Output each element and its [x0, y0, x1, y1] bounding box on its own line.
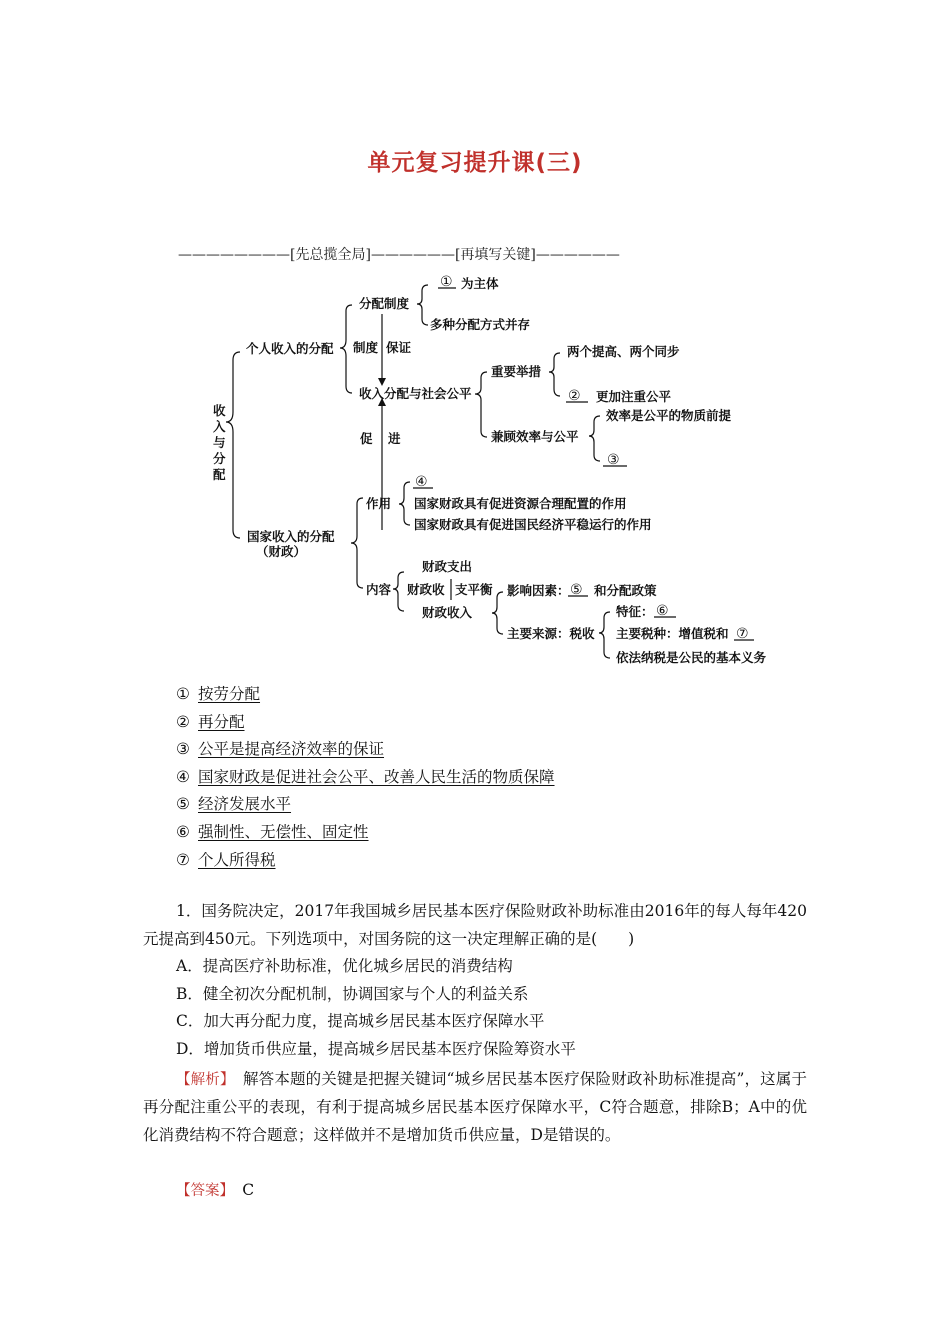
node-efficiency-basis: 效率是公平的物质前提: [606, 408, 732, 423]
answer-number: ②: [176, 712, 190, 731]
answer-key-item: [176, 681, 555, 709]
answer-key-item: [176, 847, 555, 875]
separator-dashes: ————————: [178, 247, 290, 263]
node-promote: 进: [388, 431, 401, 446]
answer-text: 按劳分配: [198, 685, 261, 703]
node-key-measures: 重要举措: [491, 364, 542, 379]
root-char: 收: [213, 403, 226, 418]
node-main-source: 主要来源：税收: [507, 626, 595, 641]
answer-text: 个人所得税: [198, 850, 276, 869]
node-two-raises: 两个提高、两个同步: [567, 344, 680, 359]
section-heading-overview: [先总揽全局]: [290, 247, 371, 263]
node-role-stability: 国家财政具有促进国民经济平稳运行的作用: [414, 517, 652, 532]
analysis-tag: 【解析】: [176, 1071, 228, 1088]
option-c: C．加大再分配力度，提高城乡居民基本医疗保障水平: [176, 1012, 545, 1031]
blank-4: ④: [415, 474, 428, 490]
content-brace: [393, 572, 404, 611]
role-brace: [399, 482, 410, 525]
blank-5: ⑤: [570, 582, 583, 598]
tax-brace: [599, 612, 610, 658]
separator-dashes: ——————: [370, 247, 455, 263]
node-feature: 特征：: [616, 604, 654, 619]
answer-value: [227, 1181, 254, 1199]
personal-brace: [340, 305, 352, 393]
blank-3: ③: [607, 452, 620, 468]
national-brace: [351, 498, 363, 588]
node-personal-distribution: 个人收入的分配: [246, 341, 334, 356]
node-role-allocation: 国家财政具有促进资源合理配置的作用: [414, 496, 627, 511]
node-role: 作用: [366, 496, 392, 511]
option-b: B．健全初次分配机制，协调国家与个人的利益关系: [176, 984, 529, 1003]
measures-brace: [549, 353, 560, 396]
node-distribution-policy: 和分配政策: [594, 583, 657, 598]
answer-letter: C: [242, 1181, 255, 1199]
answer-text: 国家财政是促进社会公平、改善人民生活的物质保障: [198, 767, 555, 786]
fair-brace: [475, 372, 487, 437]
root-brace: [226, 352, 240, 538]
answer-number: ①: [176, 685, 190, 703]
answer-tag: 【答案】: [176, 1183, 227, 1199]
node-promote: 促: [360, 431, 373, 446]
node-tax-duty: 依法纳税是公民的基本义务: [616, 650, 767, 665]
node-national-distribution: 国家收入的分配: [247, 529, 335, 544]
root-char: 与: [213, 435, 226, 450]
blank-6: ⑥: [656, 603, 669, 619]
answer-key-list: [176, 681, 555, 874]
arrow-head-down: [378, 378, 386, 386]
root-char: 配: [213, 467, 226, 482]
node-main-body: 为主体: [461, 276, 499, 291]
revenue-brace: [492, 592, 503, 634]
answer-text: 公平是提高经济效率的保证: [198, 740, 385, 759]
analysis-paragraph: [143, 1066, 807, 1150]
root-char: 分: [213, 451, 226, 466]
option-d: D．增加货币供应量，提高城乡居民基本医疗保险筹资水平: [176, 1039, 576, 1058]
page-title: 单元复习提升课(三): [367, 150, 583, 176]
separator-dashes: ——————: [535, 247, 620, 263]
answer-text: 强制性、无偿性、固定性: [198, 822, 369, 841]
answer-number: ⑦: [176, 850, 190, 869]
answer-number: ⑥: [176, 822, 190, 841]
node-main-taxes: 主要税种：增值税和: [616, 626, 729, 641]
analysis-text: 解答本题的关键是把握关键词“城乡居民基本医疗保险财政补助标准提高”，这属于再分配注重公平的表现，有利于提高城乡居民基本医疗保障水平，C符合题意，排除B；A中的优化消费结构不符合题意；这样做并不是增加货币供应量，D是错误的。: [143, 1069, 807, 1144]
node-multiple-forms: 多种分配方式并存: [430, 317, 531, 332]
blank-1: ①: [440, 274, 453, 290]
answer-key-item: [176, 736, 555, 764]
node-expenditure: 财政支出: [422, 559, 473, 574]
answer-line: [176, 1178, 254, 1200]
node-public-finance: （财政）: [256, 544, 307, 559]
node-guarantee: 保证: [386, 340, 412, 355]
node-income-fairness: 收入分配与社会公平: [359, 386, 472, 401]
answer-number: ④: [176, 767, 190, 786]
answer-key-item: [176, 819, 555, 847]
answer-text: 再分配: [198, 712, 245, 731]
node-more-fairness: 更加注重公平: [596, 389, 672, 404]
option-a: A．提高医疗补助标准，优化城乡居民的消费结构: [176, 957, 513, 976]
node-distribution-system: 分配制度: [359, 296, 410, 311]
answer-number: ⑤: [176, 795, 190, 814]
dist-system-brace: [417, 285, 428, 325]
node-system: 制度: [353, 340, 379, 355]
node-efficiency-fairness: 兼顾效率与公平: [491, 429, 579, 444]
blank-2: ②: [568, 388, 581, 404]
section-heading-fill: [再填写关键]: [454, 247, 536, 263]
answer-text: 经济发展水平: [198, 795, 292, 814]
node-content: 内容: [366, 582, 392, 597]
answer-number: ③: [176, 740, 190, 759]
node-factors: 影响因素：: [507, 583, 570, 598]
answer-key-item: [176, 764, 555, 792]
node-balance: 支平衡: [455, 582, 493, 597]
root-char: 入: [213, 419, 226, 434]
node-revenue-expenditure: 财政收: [407, 582, 445, 597]
balance-brace: [589, 416, 600, 461]
question-block: [143, 898, 807, 1149]
node-revenue: 财政收入: [422, 605, 473, 620]
answer-key-item: [176, 709, 555, 737]
answer-key-item: [176, 791, 555, 819]
blank-7: ⑦: [736, 626, 749, 642]
question-stem: 1．国务院决定，2017年我国城乡居民基本医疗保险财政补助标准由2016年的每人每年420元提高到450元。下列选项中，对国务院的这一决定理解正确的是( ): [143, 902, 807, 948]
